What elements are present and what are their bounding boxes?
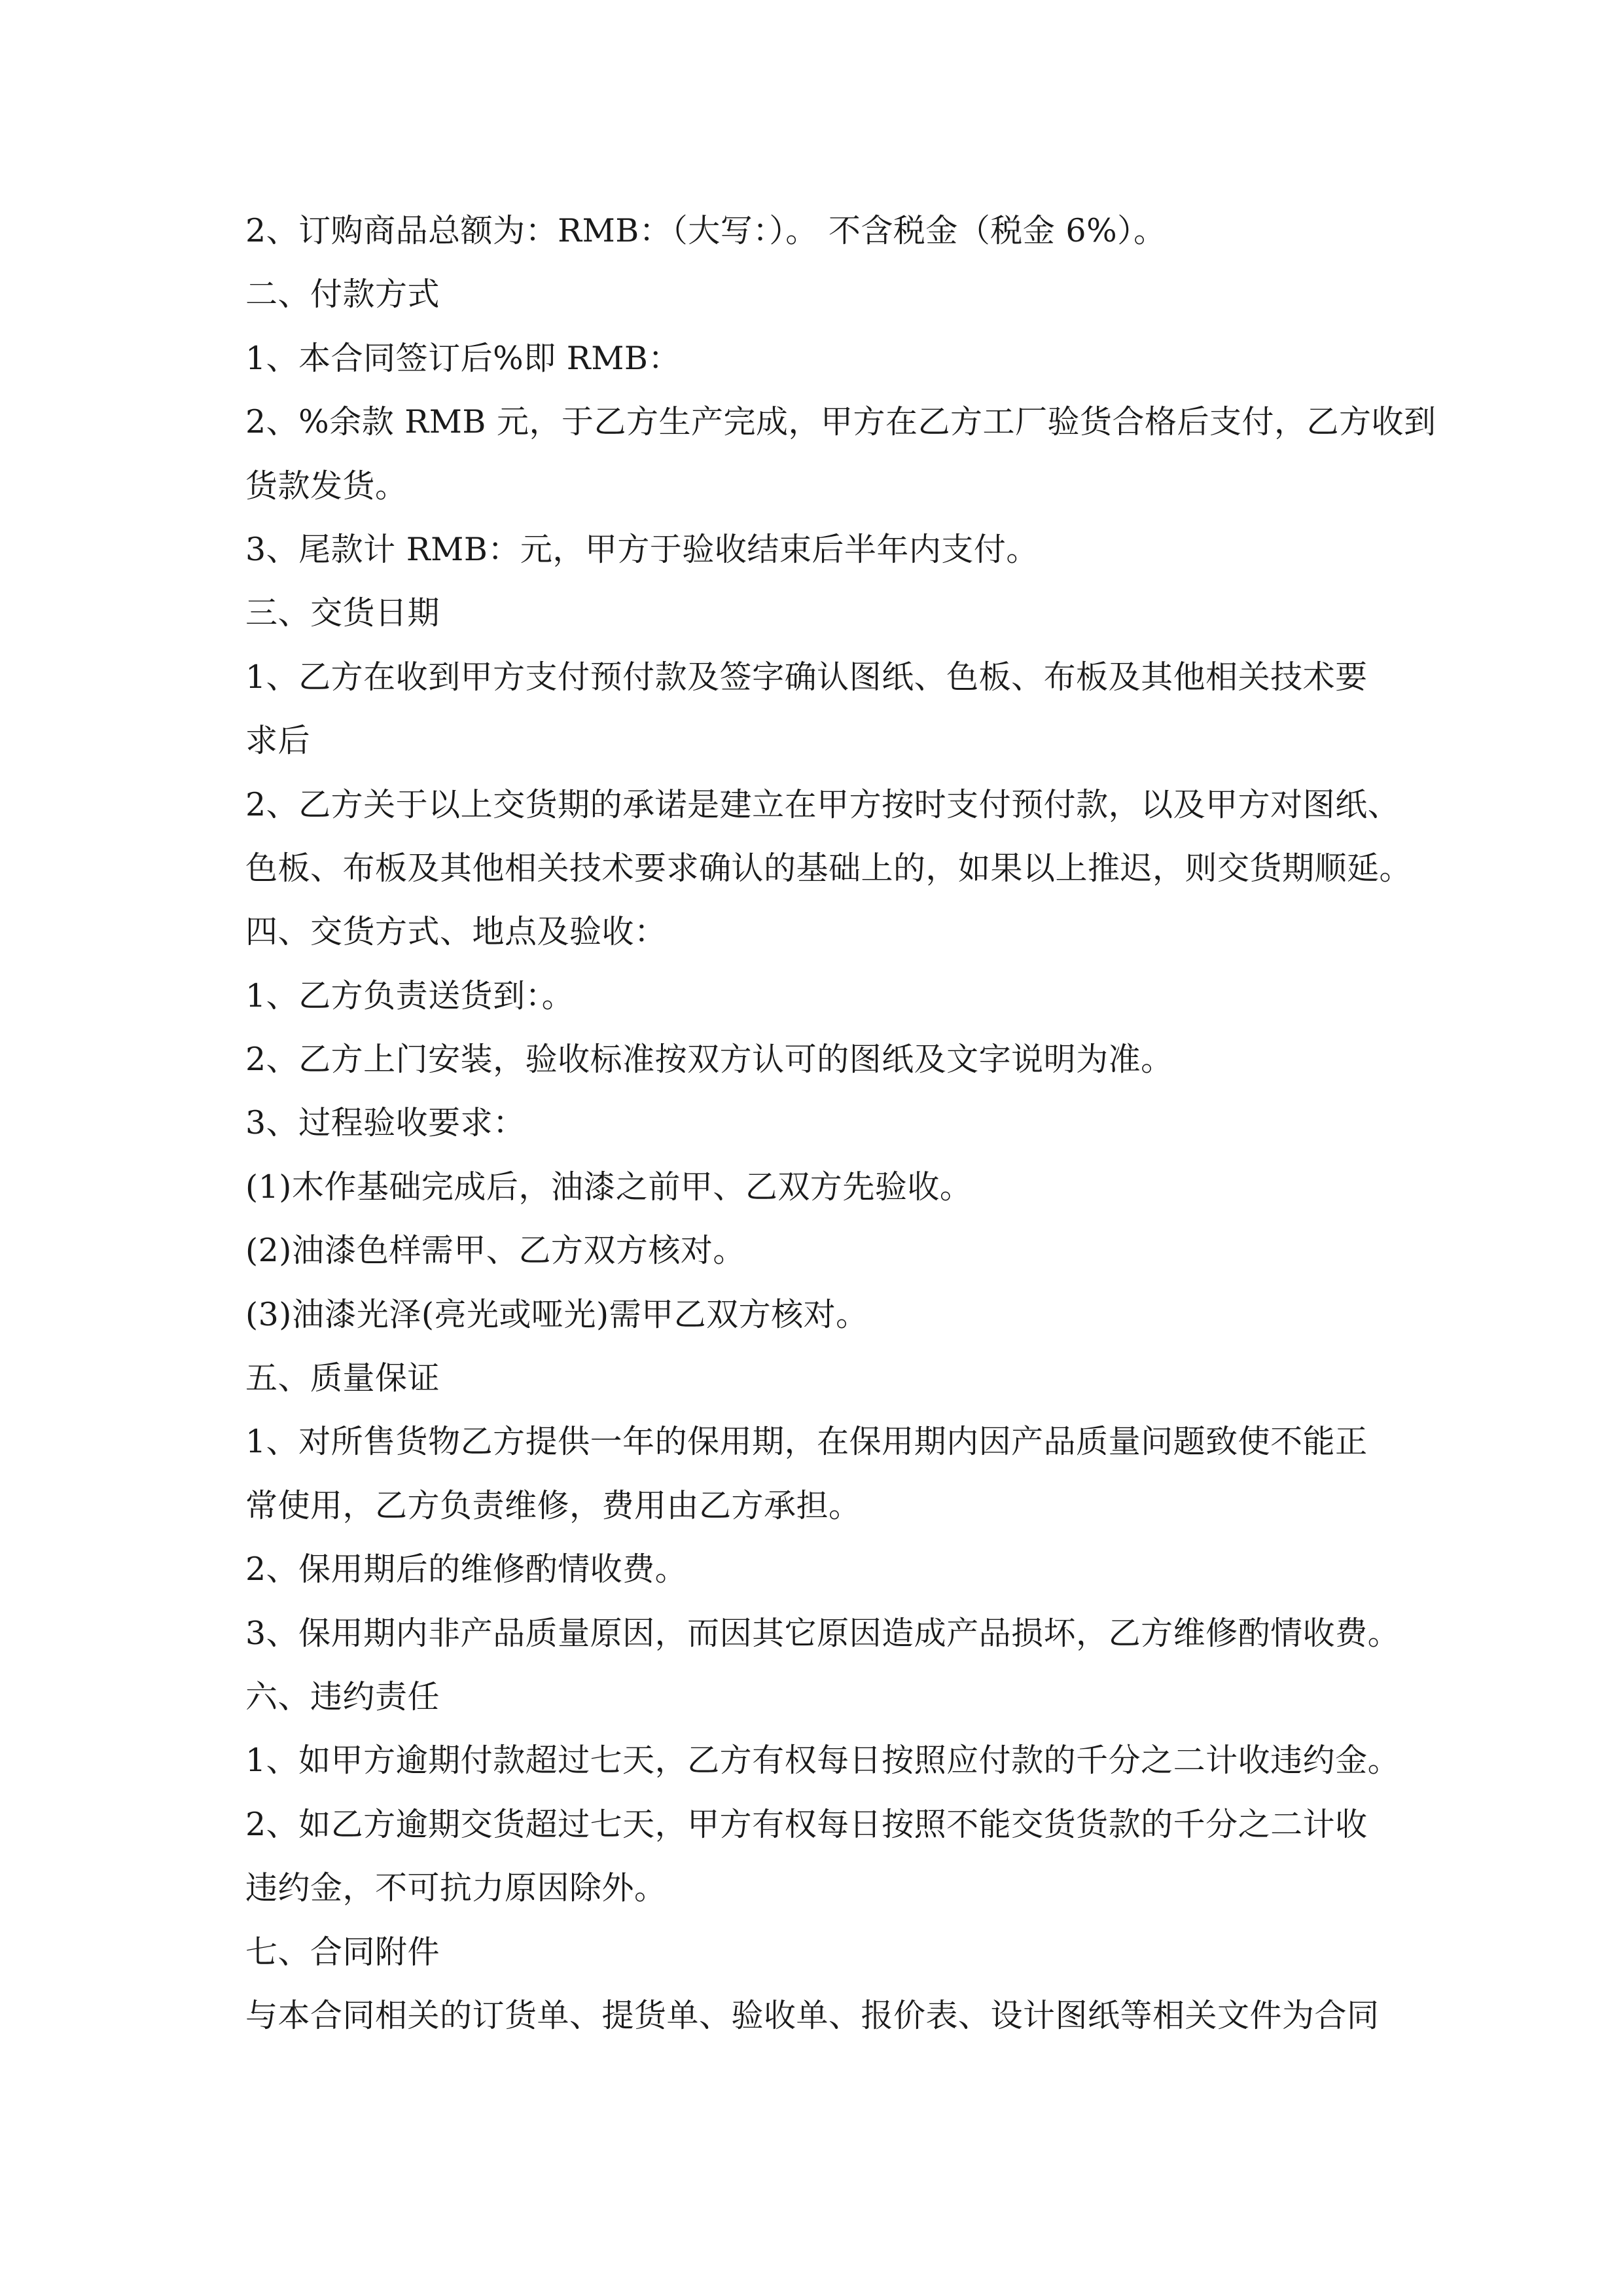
section-heading: 五、质量保证 (245, 1359, 440, 1397)
text-line: 2、保用期后的维修酌情收费。 (245, 1551, 688, 1588)
text-line: 2、乙方关于以上交货期的承诺是建立在甲方按时支付预付款，以及甲方对图纸、 (245, 785, 1400, 823)
text-line: 2、订购商品总额为：RMB：（大写：）。 不含税金（税金 6%）。 (245, 212, 1166, 249)
text-line: 色板、布板及其他相关技术要求确认的基础上的，如果以上推迟，则交货期顺延。 (245, 849, 1412, 887)
text-line: 1、本合同签订后%即 RMB： (245, 339, 681, 377)
text-line: 3、保用期内非产品质量原因，而因其它原因造成产品损坏，乙方维修酌情收费。 (245, 1614, 1400, 1652)
text-line: 2、如乙方逾期交货超过七天，甲方有权每日按照不能交货货款的千分之二计收 (245, 1805, 1368, 1843)
text-line: (3)油漆光泽(亮光或哑光)需甲乙双方核对。 (245, 1295, 868, 1333)
section-heading: 三、交货日期 (245, 594, 440, 632)
text-line: 与本合同相关的订货单、提货单、验收单、报价表、设计图纸等相关文件为合同 (245, 1996, 1380, 2034)
text-line: 1、乙方负责送货到：。 (245, 977, 575, 1014)
text-line: 3、尾款计 RMB：元，甲方于验收结束后半年内支付。 (245, 530, 1039, 568)
text-line: (1)木作基础完成后，油漆之前甲、乙双方先验收。 (245, 1168, 972, 1206)
text-line: (2)油漆色样需甲、乙方双方核对。 (245, 1232, 745, 1270)
section-heading: 七、合同附件 (245, 1933, 440, 1971)
text-line: 2、%余款 RMB 元，于乙方生产完成，甲方在乙方工厂验货合格后支付，乙方收到 (245, 403, 1436, 441)
document-body (245, 199, 1436, 2047)
text-line: 违约金，不可抗力原因除外。 (245, 1869, 667, 1907)
section-heading: 二、付款方式 (245, 276, 440, 314)
text-line: 求后 (245, 722, 311, 760)
text-line: 货款发货。 (245, 467, 408, 505)
text-line: 1、如甲方逾期付款超过七天，乙方有权每日按照应付款的千分之二计收违约金。 (245, 1742, 1400, 1780)
text-line: 常使用，乙方负责维修，费用由乙方承担。 (245, 1486, 861, 1524)
text-line: 1、对所售货物乙方提供一年的保用期，在保用期内因产品质量问题致使不能正 (245, 1423, 1368, 1461)
text-line: 3、过程验收要求： (245, 1104, 526, 1142)
section-heading: 四、交货方式、地点及验收： (245, 913, 667, 951)
text-line: 1、乙方在收到甲方支付预付款及签字确认图纸、色板、布板及其他相关技术要 (245, 658, 1368, 696)
section-heading: 六、违约责任 (245, 1677, 440, 1715)
text-line: 2、乙方上门安装，验收标准按双方认可的图纸及文字说明为准。 (245, 1041, 1173, 1079)
